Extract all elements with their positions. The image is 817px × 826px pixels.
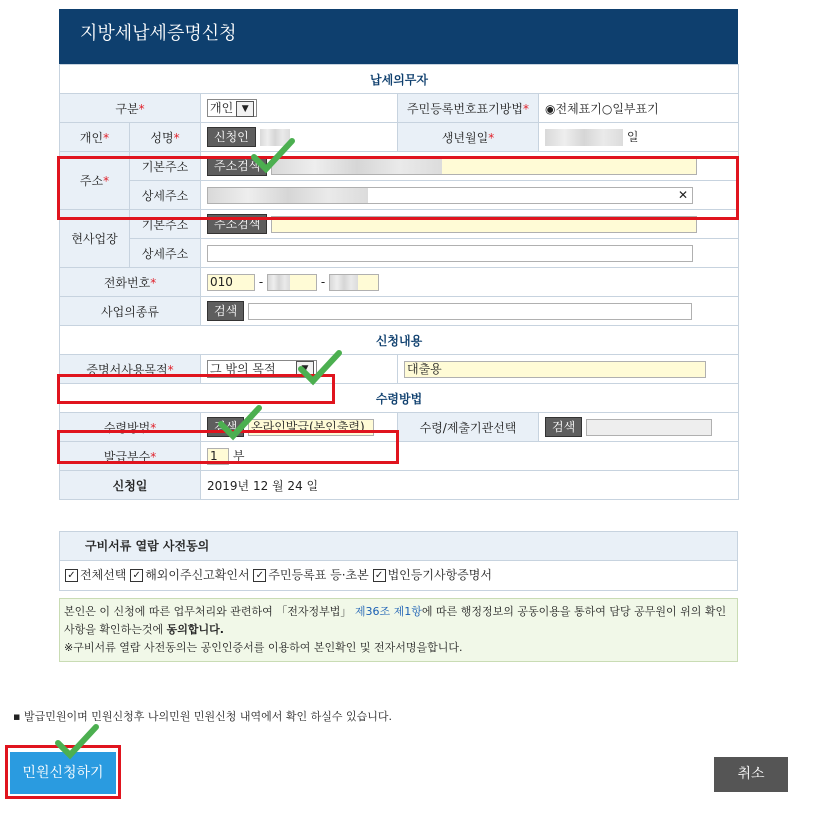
purpose-text-input[interactable]: 대출용 [404,361,706,378]
copies-input[interactable]: 1 [207,448,229,465]
birth-redacted [545,129,623,146]
submit-org-search-button[interactable]: 검색 [545,417,582,437]
rrn-partial-radio[interactable]: ○ [601,101,613,116]
emigration-checkbox[interactable]: ✓ [130,569,143,582]
section-receipt: 수령방법 [60,384,739,413]
check-mark-icon [217,402,263,444]
copies-label: 발급부수* [60,442,201,471]
biz-detail-addr-label: 상세주소 [130,239,201,268]
submit-org-input[interactable] [586,419,712,436]
consent-items: ✓ 전체선택 ✓ 해외이주신고확인서 ✓ 주민등록표 등·초본 ✓ 법인등기사항증명서 [60,561,737,588]
business-type-input[interactable] [248,303,692,320]
phone-cell: 010 - - [201,268,739,297]
rrn-partial-label: 일부표기 [612,101,659,116]
birth-cell: 일 [539,123,739,152]
type-select[interactable]: 개인 ▼ [207,99,257,117]
page-title: 지방세납세증명신청 [59,9,738,64]
detail-addr-label: 상세주소 [130,181,201,210]
check-mark-icon [54,721,100,763]
birth-label: 생년월일* [398,123,539,152]
biz-basic-addr-label: 기본주소 [130,210,201,239]
consent-box [59,531,738,591]
submit-org-cell [539,413,739,442]
apply-date-value: 2019년 12 월 24 일 [201,471,739,500]
check-all-checkbox[interactable]: ✓ [65,569,78,582]
consent-title: 구비서류 열람 사전동의 [60,532,737,561]
submit-button[interactable]: 민원신청하기 [10,752,116,794]
cancel-button[interactable]: 취소 [714,757,788,792]
highlight-address [57,156,739,220]
submit-org-label: 수령/제출기관선택 [398,413,539,442]
receipt-search-button[interactable]: 검색 [207,417,244,437]
copies-cell: 1 부 [201,442,739,471]
chevron-down-icon: ▼ [296,361,314,377]
check-mark-icon [297,347,343,389]
basic-addr-label: 기본주소 [130,152,201,181]
bottom-note: ▪ 발급민원이며 민원신청후 나의민원 민원신청 내역에서 확인 하실수 있습니다. [13,710,392,723]
purpose-label: 증명서사용목적* [60,355,201,384]
purpose-text-cell [398,355,739,384]
phone-label: 전화번호* [60,268,201,297]
biz-detail-addr-cell [201,239,739,268]
business-type-label: 사업의종류 [60,297,201,326]
type-label: 구분* [60,94,201,123]
resident-register-checkbox[interactable]: ✓ [253,569,266,582]
rrn-method-cell [539,94,739,123]
name-cell [201,123,398,152]
phone-middle-input[interactable] [267,274,317,291]
consent-notice: 본인은 이 신청에 따른 업무처리와 관련하여 「전자정부법」 제36조 제1항에 따른 행정정보의 공동이용을 통하여 담당 공무원이 위의 확인 사항을 확인하는것에 동의합니다. ※구비서류 열람 사전동의는 공인인증서를 이용하여 본인확인 및 전자서명을합니다. [59,598,738,662]
corporate-register-checkbox[interactable]: ✓ [373,569,386,582]
law-link[interactable]: 제36조 제1항 [354,605,422,618]
phone-last-input[interactable] [329,274,379,291]
addr-search-button[interactable]: 주소검색 [207,156,267,176]
business-place-label: 현사업장 [60,210,130,268]
rrn-method-label: 주민등록번호표기방법* [398,94,539,123]
receipt-method-label: 수령방법* [60,413,201,442]
type-cell [201,94,398,123]
phone-prefix-input[interactable]: 010 [207,274,255,291]
business-type-cell [201,297,739,326]
biz-detail-addr-input[interactable] [207,245,693,262]
biz-addr-search-button[interactable]: 주소검색 [207,214,267,234]
rrn-full-label: 전체표기 [555,101,602,116]
section-request: 신청내용 [60,326,739,355]
highlight-purpose [57,374,335,404]
address-label: 주소* [60,152,130,210]
chevron-down-icon: ▼ [236,101,254,117]
applicant-button[interactable]: 신청인 [207,127,256,147]
clear-icon[interactable]: ✕ [677,187,688,202]
name-label: 성명* [130,123,201,152]
receipt-method-input[interactable]: 온라인발급(본인출력) [248,419,374,436]
check-mark-icon [250,135,296,177]
purpose-select[interactable]: 그 밖의 목적 ▼ [207,360,317,378]
rrn-full-radio[interactable]: ◉ [545,101,556,116]
business-type-search-button[interactable]: 검색 [207,301,244,321]
apply-date-label: 신청일 [60,471,201,500]
individual-label: 개인* [60,123,130,152]
section-taxpayer: 납세의무자 [60,65,739,94]
